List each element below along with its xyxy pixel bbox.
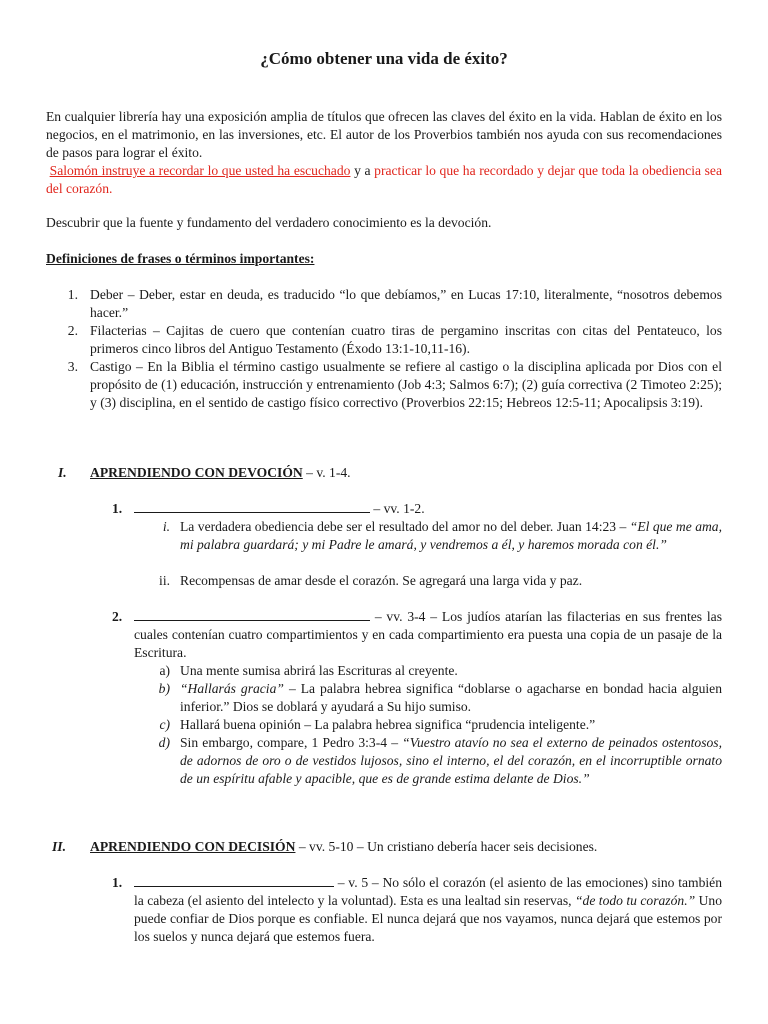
section-heading: [90, 838, 597, 856]
point-number: 2.: [112, 609, 123, 624]
fill-in-blank[interactable]: [134, 500, 370, 513]
subpoint-mark: a): [159, 663, 170, 678]
section-title: APRENDIENDO CON DECISIÓN: [90, 839, 296, 854]
definition-number: 1.: [67, 287, 78, 302]
definition-number: 2.: [67, 323, 78, 338]
subpoint-body: – La palabra hebrea significa “doblarse o agacharse en bondad hacia alguien inferior.” Dios se doblará y ayudará a Su hijo sumiso.: [180, 681, 723, 714]
scripture-quote: “Hallarás gracia”: [180, 681, 284, 696]
intro-text: En cualquier librería hay una exposición amplia de títulos que ofrecen las claves del éxito en la vida. Hablan de éxito en los negocios, en el matrimonio, en las inversiones, etc. El autor de los Proverbios también nos ayuda con sus recomendaciones de pasos para lograr el éxito.: [46, 109, 722, 160]
subpoint-text: Una mente sumisa abrirá las Escrituras al creyente.: [180, 663, 458, 678]
intro-paragraph: [46, 108, 722, 198]
subpoint-body: La verdadera obediencia debe ser el resultado del amor no del deber. Juan 14:23 –: [180, 519, 630, 534]
subpoint-text: Recompensas de amar desde el corazón. Se agregará una larga vida y paz.: [180, 573, 583, 588]
definition-number: 3.: [67, 359, 78, 374]
point-line: [134, 608, 722, 662]
point-body-continued: Uno puede confiar de Dios porque es confiable. El nunca dejará que nos vayamos, nunca dejará que estemos por los suelos y nunca dejará que estemos fuera.: [134, 893, 722, 944]
subpoint-text: [180, 680, 722, 716]
definitions-heading: Definiciones de frases o términos importantes:: [46, 251, 315, 266]
subpoint-mark: b): [158, 681, 170, 696]
subpoint-body: Sin embargo, compare, 1 Pedro 3:3-4 –: [180, 735, 403, 750]
intro-red-text: practicar lo que ha recordado y dejar que toda la obediencia sea del corazón.: [46, 163, 723, 196]
point-number: 1.: [112, 875, 123, 890]
subpoint-mark: c): [159, 717, 170, 732]
section-heading: [90, 464, 351, 482]
thesis-text: Descubrir que la fuente y fundamento del verdadero conocimiento es la devoción.: [46, 215, 492, 230]
subpoint-mark: ii.: [159, 573, 170, 588]
section-title: APRENDIENDO CON DEVOCIÓN: [90, 465, 303, 480]
page-title: ¿Cómo obtener una vida de éxito?: [260, 49, 508, 68]
subpoint-text: [180, 734, 722, 788]
definition-item: Filacterias – Cajitas de cuero que contenían cuatro tiras de pergamino inscritas con citas del Pentateuco, los primeros cinco libros del Antiguo Testamento (Éxodo 13:1-10,11-16).: [90, 323, 722, 356]
fill-in-blank[interactable]: [134, 608, 370, 621]
scripture-quote: “Vuestro atavío no sea el externo de peinados ostentosos, de adornos de oro o de vestidos lujosos, sino el interno, el del corazón, en el incorruptible ornato de un espíritu afable y apacible, que es de grande estima delante de Dios.”: [180, 735, 722, 786]
definition-item: Castigo – En la Biblia el término castigo usualmente se refiere al castigo o la disciplina aplicada por Dios con el propósito de (1) educación, instrucción y entrenamiento (Job 4:3; Salmos 6:7); (2) guía correctiva (2 Timoteo 2:25); y (3) disciplina, en el sentido de castigo físico correctivo (Proverbios 22:15; Hebreos 12:5-11; Apocalipsis 3:19).: [90, 359, 722, 410]
section-roman-numeral: II.: [52, 839, 66, 854]
point-number: 1.: [112, 501, 123, 516]
subpoint-text: Hallará buena opinión – La palabra hebrea significa “prudencia inteligente.”: [180, 717, 596, 732]
section-ref: – v. 1-4.: [302, 465, 351, 480]
scripture-quote: “El que me ama, mi palabra guardará; y mi Padre le amará, y vendremos a él, y haremos morada con él.”: [180, 519, 723, 552]
intro-red-underlined: Salomón instruye a recordar lo que usted ha escuchado: [49, 163, 351, 178]
section-ref: – vv. 5-10 – Un cristiano debería hacer seis decisiones.: [295, 839, 598, 854]
subpoint-text: [180, 518, 722, 554]
point-line: [134, 500, 722, 518]
subpoint-mark: d): [158, 735, 170, 750]
section-roman-numeral: I.: [58, 465, 67, 480]
intro-connector: y a: [350, 163, 375, 178]
subpoint-mark: i.: [162, 519, 170, 534]
scripture-quote: “de todo tu corazón.”: [574, 893, 696, 908]
point-body: – vv. 3-4 – Los judíos atarían las filacterias en sus frentes las cuales contenían cuatro compartimientos y en cada compartimiento era puesta una copia de un pasaje de la Escritura.: [134, 609, 722, 660]
point-line: [134, 874, 722, 946]
fill-in-blank[interactable]: [134, 874, 334, 887]
definition-item: Deber – Deber, estar en deuda, es traducido “lo que debíamos,” en Lucas 17:10, literalmente, “nosotros debemos hacer.”: [90, 287, 722, 320]
point-ref: – vv. 1-2.: [370, 501, 425, 516]
point-body: – v. 5 – No sólo el corazón (el asiento de las emociones) sino también la cabeza (el asiento del intelecto y la voluntad). Esta es una lealtad sin reservas,: [134, 875, 722, 908]
